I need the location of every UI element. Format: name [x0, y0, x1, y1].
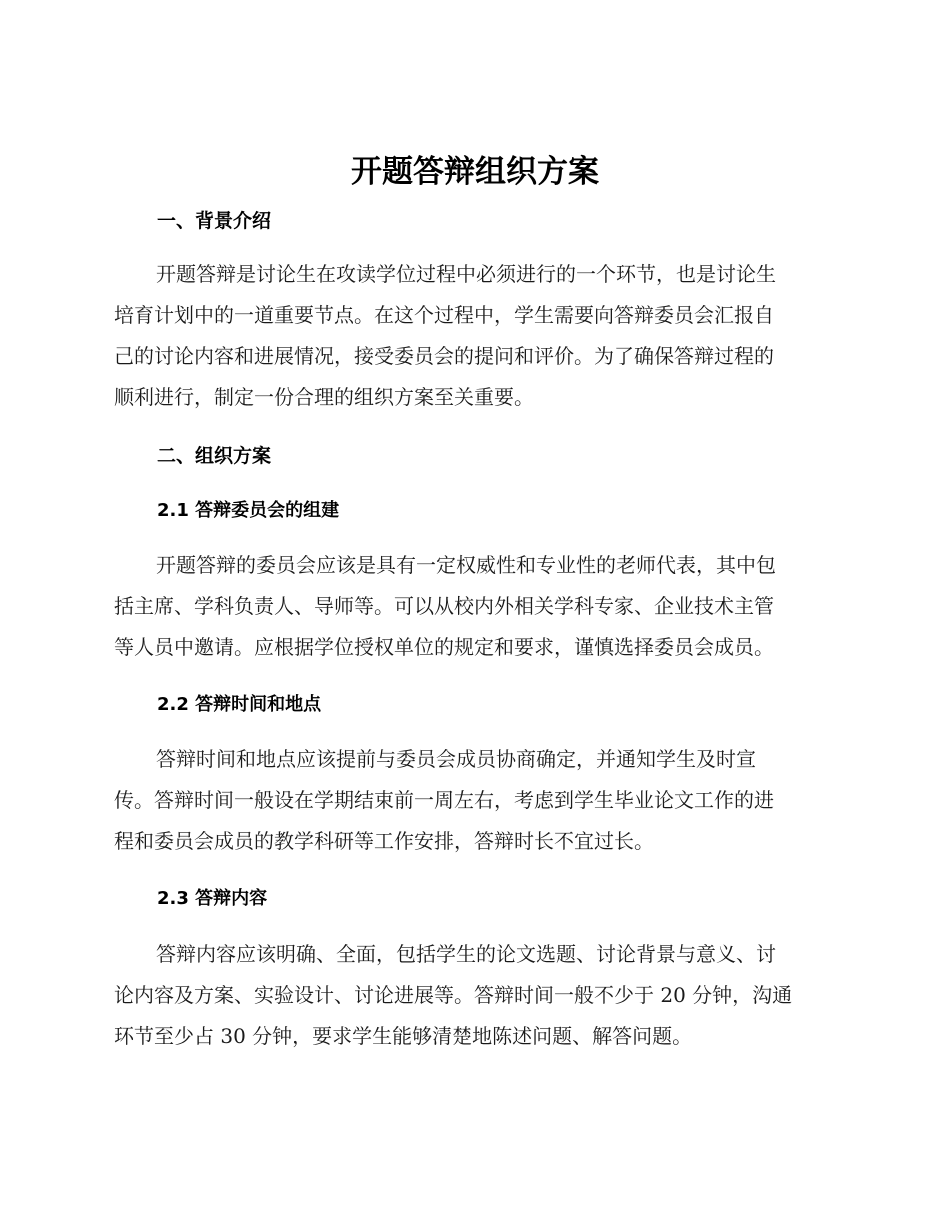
paragraph-line: 答辩内容应该明确、全面，包括学生的论文选题、讨论背景与意义、讨 [156, 942, 776, 966]
paragraph-line: 开题答辩的委员会应该是具有一定权威性和专业性的老师代表，其中包 [156, 553, 776, 577]
paragraph-line: 论内容及方案、实验设计、讨论进展等。答辩时间一般不少于 20 分钟，沟通 [114, 983, 793, 1007]
paragraph-line: 括主席、学科负责人、导师等。可以从校内外相关学科专家、企业技术主管 [114, 594, 774, 618]
section-heading-background: 一、背景介绍 [157, 210, 272, 232]
paragraph-line: 传。答辩时间一般设在学期结束前一周左右，考虑到学生毕业论文工作的进 [114, 788, 774, 812]
paragraph-committee [114, 545, 836, 668]
paragraph-line: 程和委员会成员的教学科研等工作安排，答辩时长不宜过长。 [114, 829, 654, 853]
paragraph-line: 等人员中邀请。应根据学位授权单位的规定和要求，谨慎选择委员会成员。 [114, 635, 774, 659]
paragraph-line: 顺利进行，制定一份合理的组织方案至关重要。 [114, 385, 534, 409]
subsection-heading-committee: 2.1 答辩委员会的组建 [157, 500, 340, 521]
paragraph-background [114, 254, 836, 418]
paragraph-line: 开题答辩是讨论生在攻读学位过程中必须进行的一个环节，也是讨论生 [156, 262, 776, 286]
section-heading-plan: 二、组织方案 [157, 445, 272, 467]
subsection-heading-time-place: 2.2 答辩时间和地点 [157, 694, 322, 715]
paragraph-line: 环节至少占 30 分钟，要求学生能够清楚地陈述问题、解答问题。 [114, 1024, 693, 1048]
paragraph-line: 培育计划中的一道重要节点。在这个过程中，学生需要向答辩委员会汇报自 [114, 303, 774, 327]
paragraph-time-place [114, 739, 836, 862]
paragraph-content [114, 934, 836, 1057]
document-title: 开题答辩组织方案 [351, 154, 599, 190]
paragraph-line: 答辩时间和地点应该提前与委员会成员协商确定，并通知学生及时宣 [156, 747, 756, 771]
paragraph-line: 己的讨论内容和进展情况，接受委员会的提问和评价。为了确保答辩过程的 [114, 344, 774, 368]
subsection-heading-content: 2.3 答辩内容 [157, 888, 268, 909]
